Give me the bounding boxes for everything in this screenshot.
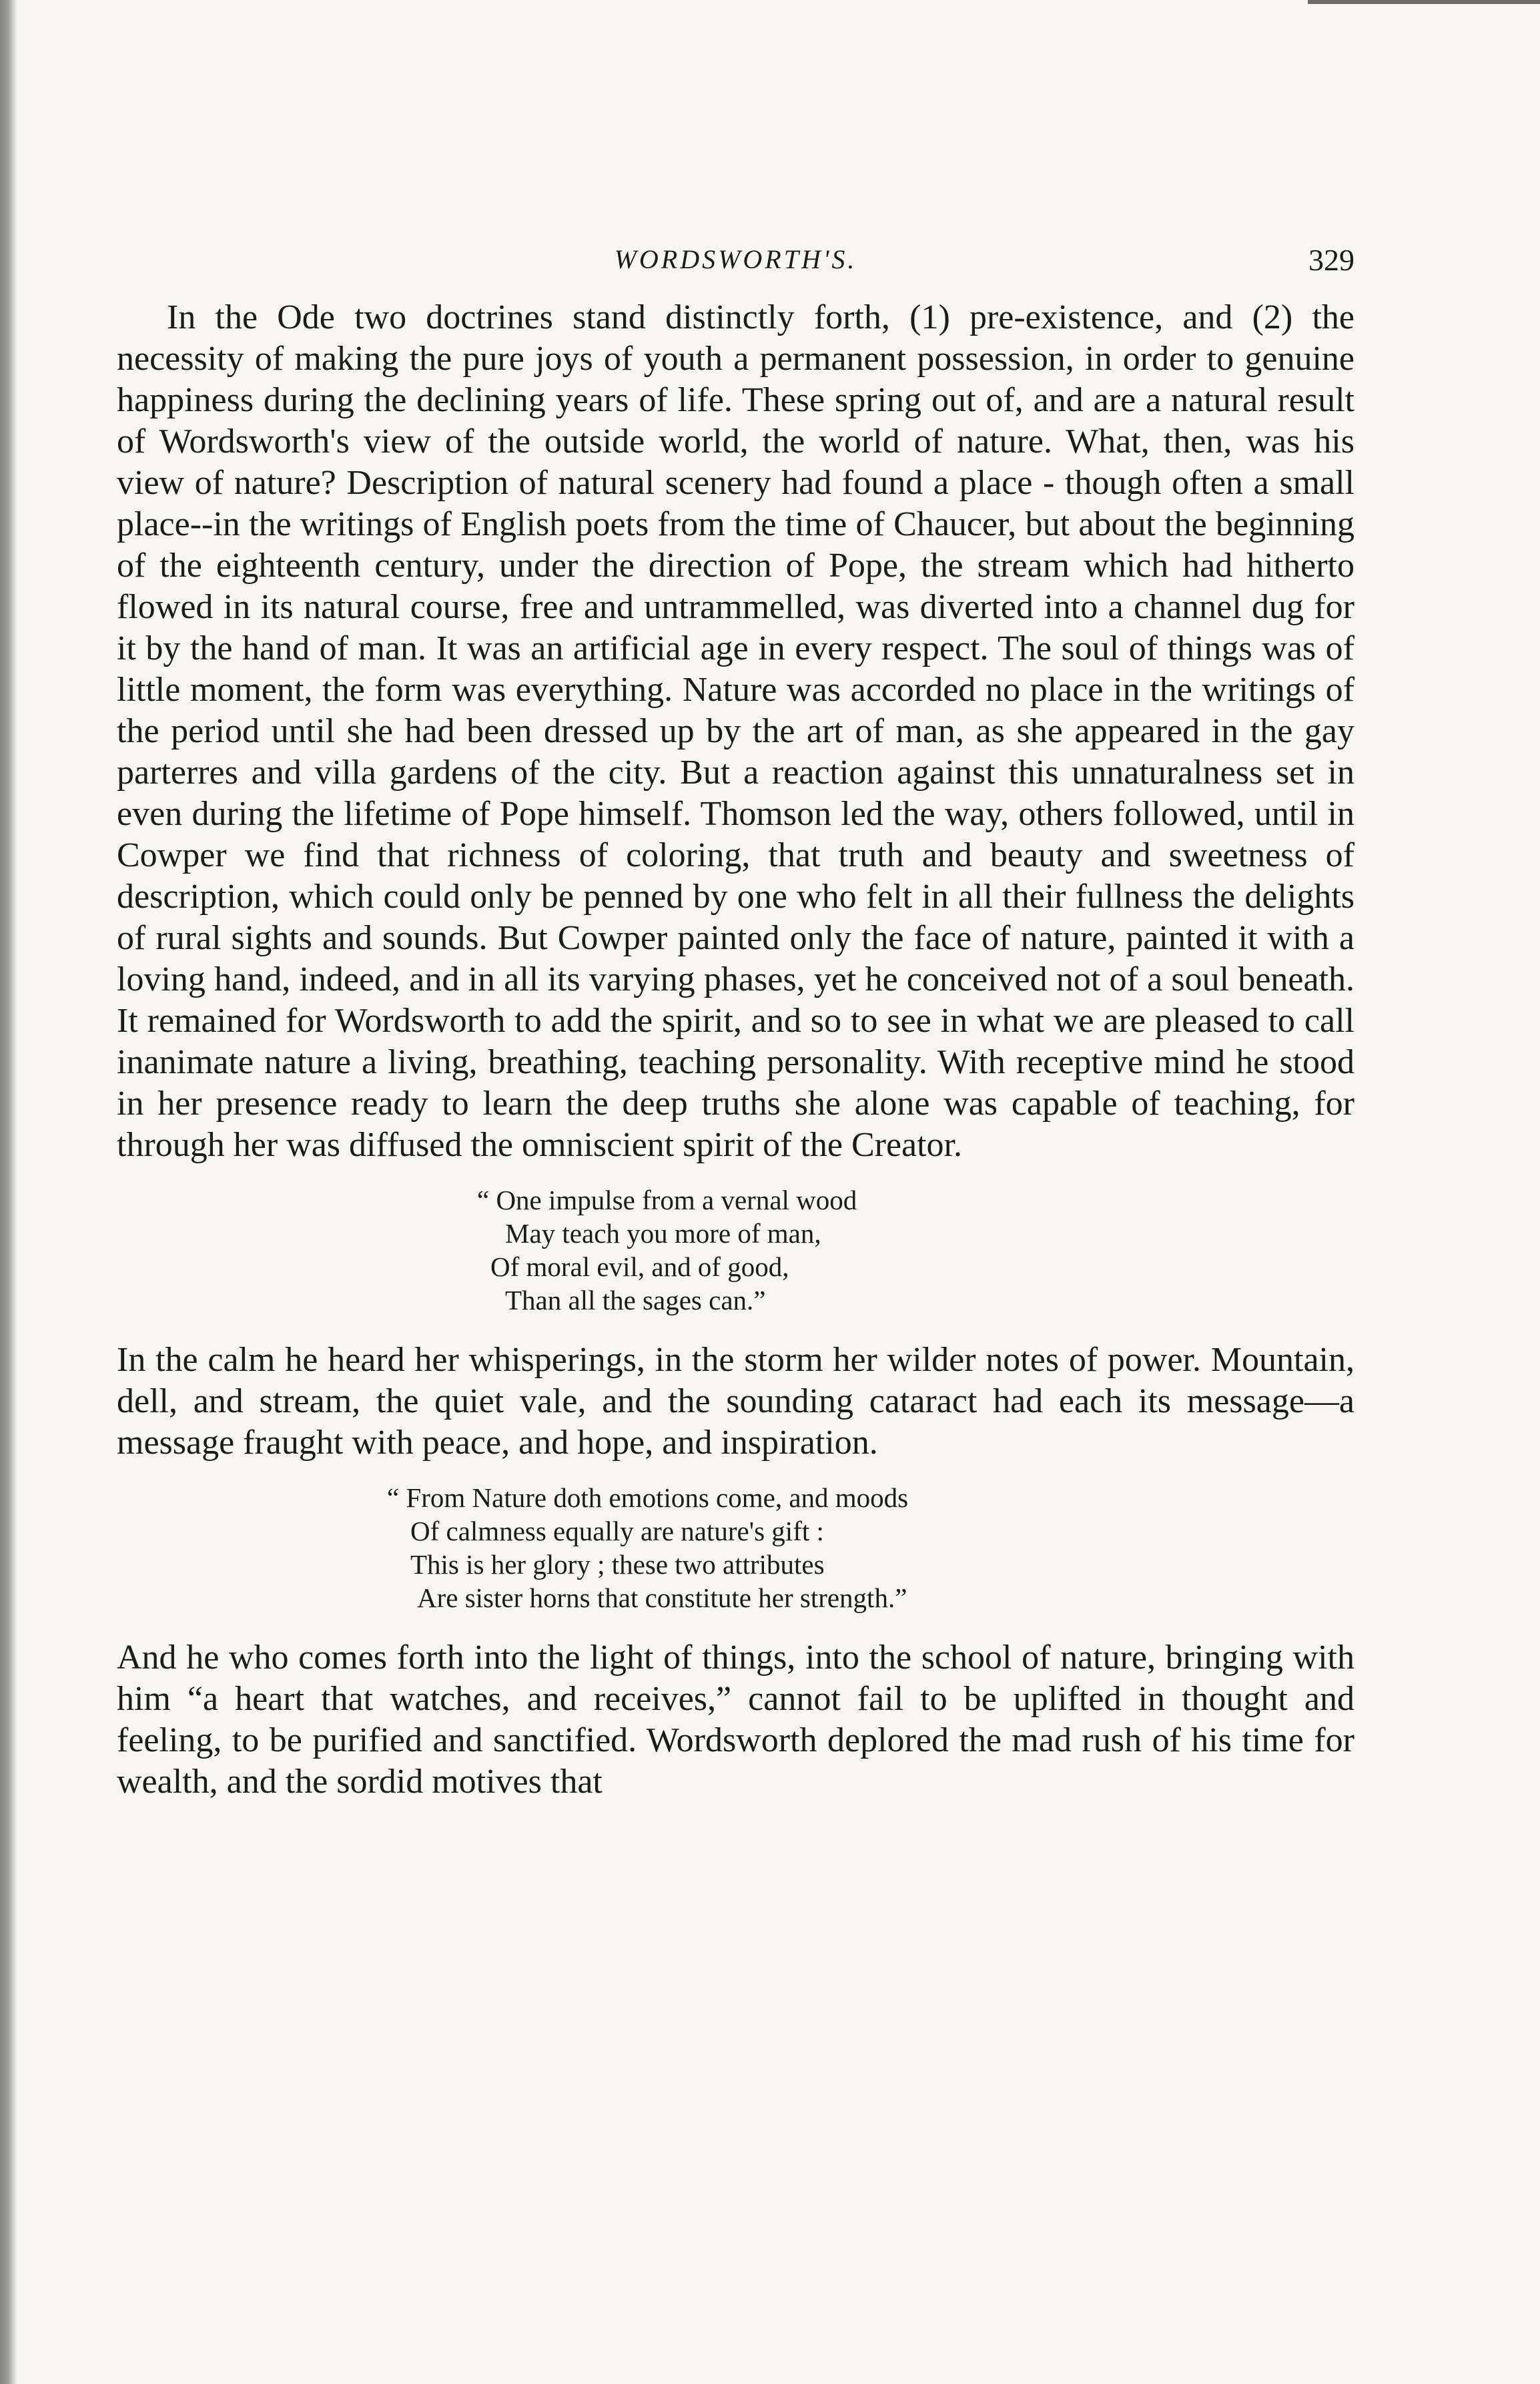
verse-quote-vernal-wood: [117, 1183, 1355, 1317]
verse-quote-nature-emotions: [117, 1481, 1355, 1614]
verse-line: “ From Nature doth emotions come, and moods: [387, 1482, 909, 1513]
verse-line: Than all the sages can.”: [505, 1285, 766, 1315]
page-number: 329: [1308, 243, 1355, 277]
paragraph-school-of-nature: And he who comes forth into the light of things, into the school of nature, bringing with him “a heart that watches, and receives,” cannot fail to be uplifted in thought and feeling, to be purified and sanctified. Wordsworth deplored the mad rush of his time for wealth, and the sordid motives that: [117, 1638, 1355, 1801]
paragraph-calm-and-storm: In the calm he heard her whisperings, in the storm her wilder notes of power. Mountain, dell, and stream, the quiet vale, and the sounding cataract had each its message—a message fraught with peace, and hope, and inspiration.: [117, 1341, 1355, 1462]
verse-line: Are sister horns that constitute her strength.”: [417, 1582, 907, 1613]
scan-edge-left: [0, 0, 17, 2384]
verse-line: Of calmness equally are nature's gift :: [410, 1516, 824, 1546]
verse-line: Of moral evil, and of good,: [490, 1251, 789, 1282]
scan-edge-top: [1308, 0, 1540, 4]
paragraph-ode-doctrines: In the Ode two doctrines stand distinctly forth, (1) pre-existence, and (2) the necessity of making the pure joys of youth a permanent possession, in order to genuine happiness during the declining years of life. These spring out of, and are a natural result of Wordsworth's view of the outside world, the world of nature. What, then, was his view of nature? Description of natural scenery had found a place - though often a small place--in the writings of English poets from the time of Chaucer, but about the beginning of the eighteenth century, under the direction of Pope, the stream which had hitherto flowed in its natural course, free and untrammelled, was diverted into a channel dug for it by the hand of man. It was an artificial age in every respect. The soul of things was of little moment, the form was everything. Nature was accorded no place in the writings of the period until she had been dressed up by the art of man, as she appeared in the gay parterres and villa gardens of the city. But a reaction against this unnaturalness set in even during the lifetime of Pope himself. Thomson led the way, others followed, until in Cowper we find that richness of coloring, that truth and beauty and sweetness of description, which could only be penned by one who felt in all their fullness the delights of rural sights and sounds. But Cowper painted only the face of nature, painted it with a loving hand, indeed, and in all its varying phases, yet he conceived not of a soul beneath. It remained for Wordsworth to add the spirit, and so to see in what we are pleased to call inanimate nature a living, breathing, teaching personality. With receptive mind he stood in her presence ready to learn the deep truths she alone was capable of teaching, for through her was diffused the omniscient spirit of the Creator.: [117, 298, 1355, 1164]
verse-line: “ One impulse from a vernal wood: [477, 1185, 857, 1215]
verse-line: This is her glory ; these two attributes: [410, 1549, 825, 1580]
book-page: [117, 237, 1355, 1803]
verse-line: May teach you more of man,: [505, 1218, 821, 1249]
running-head: WORDSWORTH'S.: [614, 244, 857, 274]
page-header: [117, 237, 1355, 297]
